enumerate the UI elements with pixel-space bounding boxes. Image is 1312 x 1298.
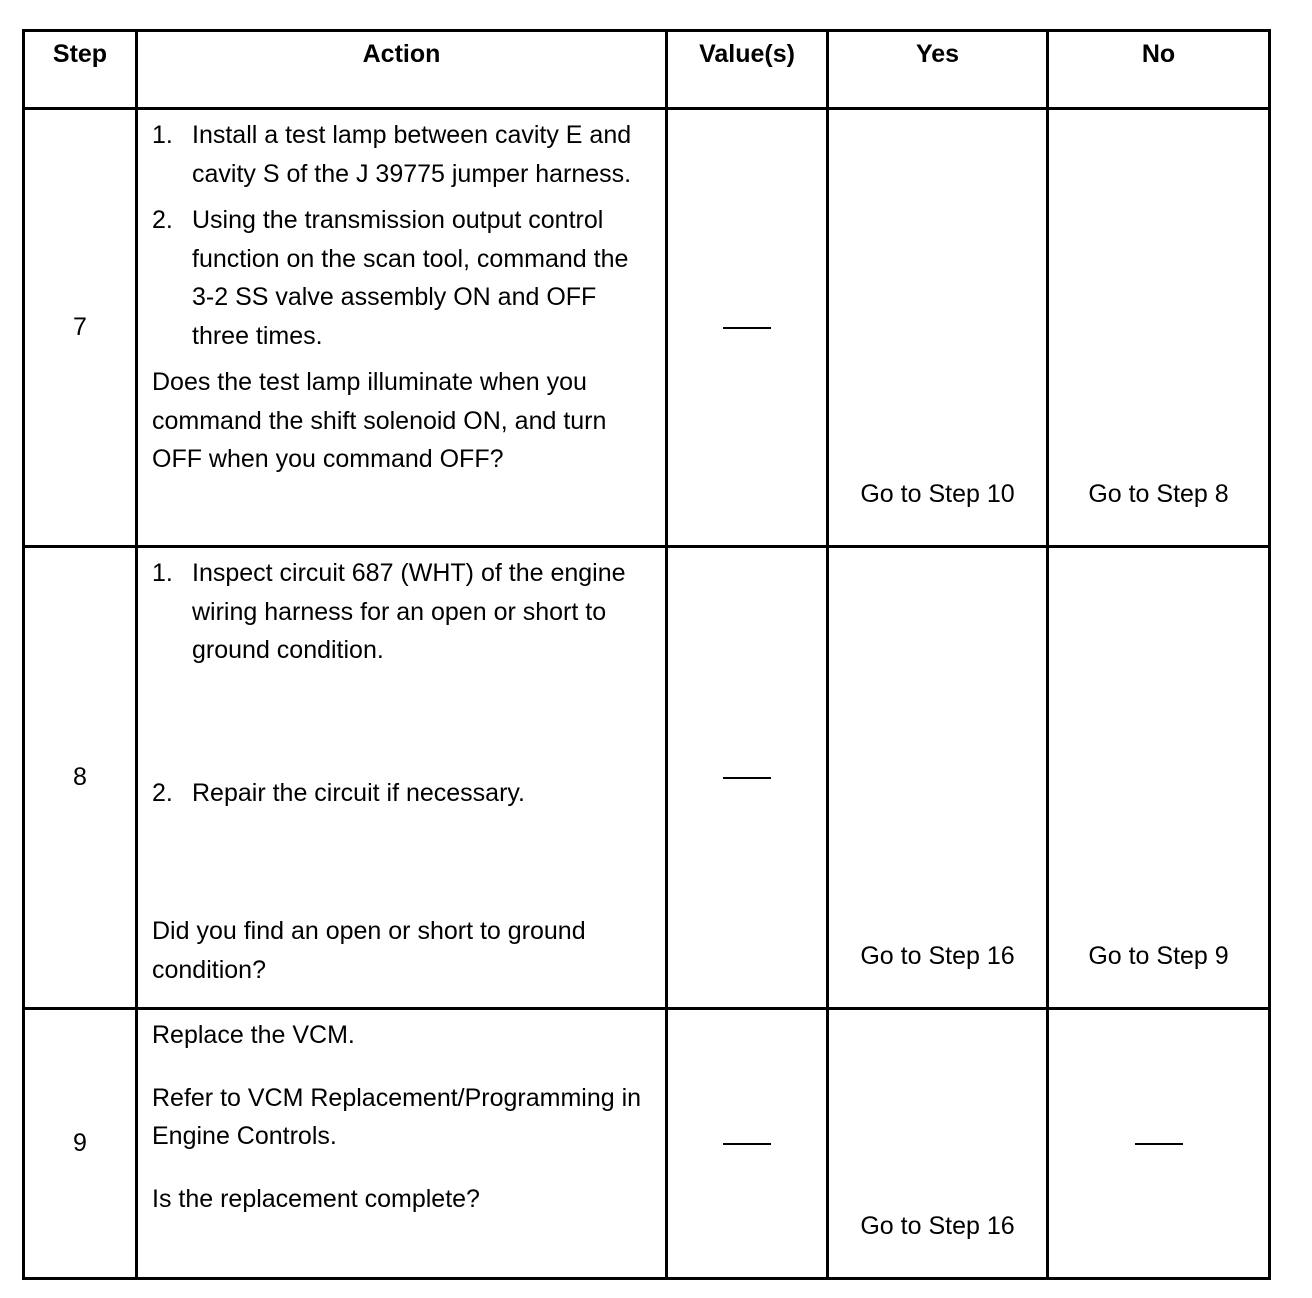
spacer [152, 820, 655, 912]
no-cell: Go to Step 8 [1048, 109, 1270, 547]
action-question: Did you find an open or short to ground condition? [152, 917, 586, 984]
header-row [24, 31, 1270, 109]
step-number: 9 [24, 1009, 137, 1279]
action-cell [137, 1009, 667, 1279]
header-step: Step [24, 31, 137, 109]
yes-cell: Go to Step 16 [828, 547, 1048, 1009]
action-paragraph: Refer to VCM Replacement/Programming in Engine Controls. [152, 1083, 642, 1150]
action-item-text: Repair the circuit if necessary. [192, 778, 525, 807]
dash-mark [723, 777, 771, 779]
yes-cell: Go to Step 16 [828, 1009, 1048, 1279]
action-list [152, 554, 655, 912]
step-number: 8 [24, 547, 137, 1009]
header-values: Value(s) [667, 31, 828, 109]
action-item: 2. Using the transmission output control function on the scan tool, command the 3-2 SS valve assembly ON and OFF three times. [152, 206, 629, 350]
action-item-text: Install a test lamp between cavity E and cavity S of the J 39775 jumper harness. [192, 121, 632, 188]
action-paragraph: Replace the VCM. [152, 1021, 355, 1049]
header-no: No [1048, 31, 1270, 109]
step-number: 7 [24, 109, 137, 547]
yes-cell: Go to Step 10 [828, 109, 1048, 547]
action-question: Is the replacement complete? [152, 1184, 480, 1213]
diagnostic-table [22, 29, 1271, 1280]
action-cell [137, 109, 667, 547]
dash-mark [1135, 1143, 1183, 1145]
no-cell [1048, 1009, 1270, 1279]
spacer [152, 678, 655, 774]
table-row [24, 547, 1270, 1009]
value-cell [667, 1009, 828, 1279]
table-row [24, 109, 1270, 547]
action-item-text: Inspect circuit 687 (WHT) of the engine wiring harness for an open or short to ground condition. [192, 559, 626, 664]
header-action: Action [137, 31, 667, 109]
value-cell [667, 547, 828, 1009]
action-item: 2. Repair the circuit if necessary. [152, 778, 525, 807]
header-yes: Yes [828, 31, 1048, 109]
dash-mark [723, 327, 771, 329]
action-cell [137, 547, 667, 1009]
action-item: 1. Inspect circuit 687 (WHT) of the engine wiring harness for an open or short to ground condition. [152, 559, 626, 664]
action-item-text: Using the transmission output control function on the scan tool, command the 3-2 SS valve assembly ON and OFF three times. [192, 206, 629, 350]
table-row [24, 1009, 1270, 1279]
value-cell [667, 109, 828, 547]
no-cell: Go to Step 9 [1048, 547, 1270, 1009]
action-question: Does the test lamp illuminate when you command the shift solenoid ON, and turn OFF when you command OFF? [152, 368, 607, 473]
action-item: 1. Install a test lamp between cavity E and cavity S of the J 39775 jumper harness. [152, 121, 632, 188]
action-list [152, 116, 655, 355]
dash-mark [723, 1143, 771, 1145]
